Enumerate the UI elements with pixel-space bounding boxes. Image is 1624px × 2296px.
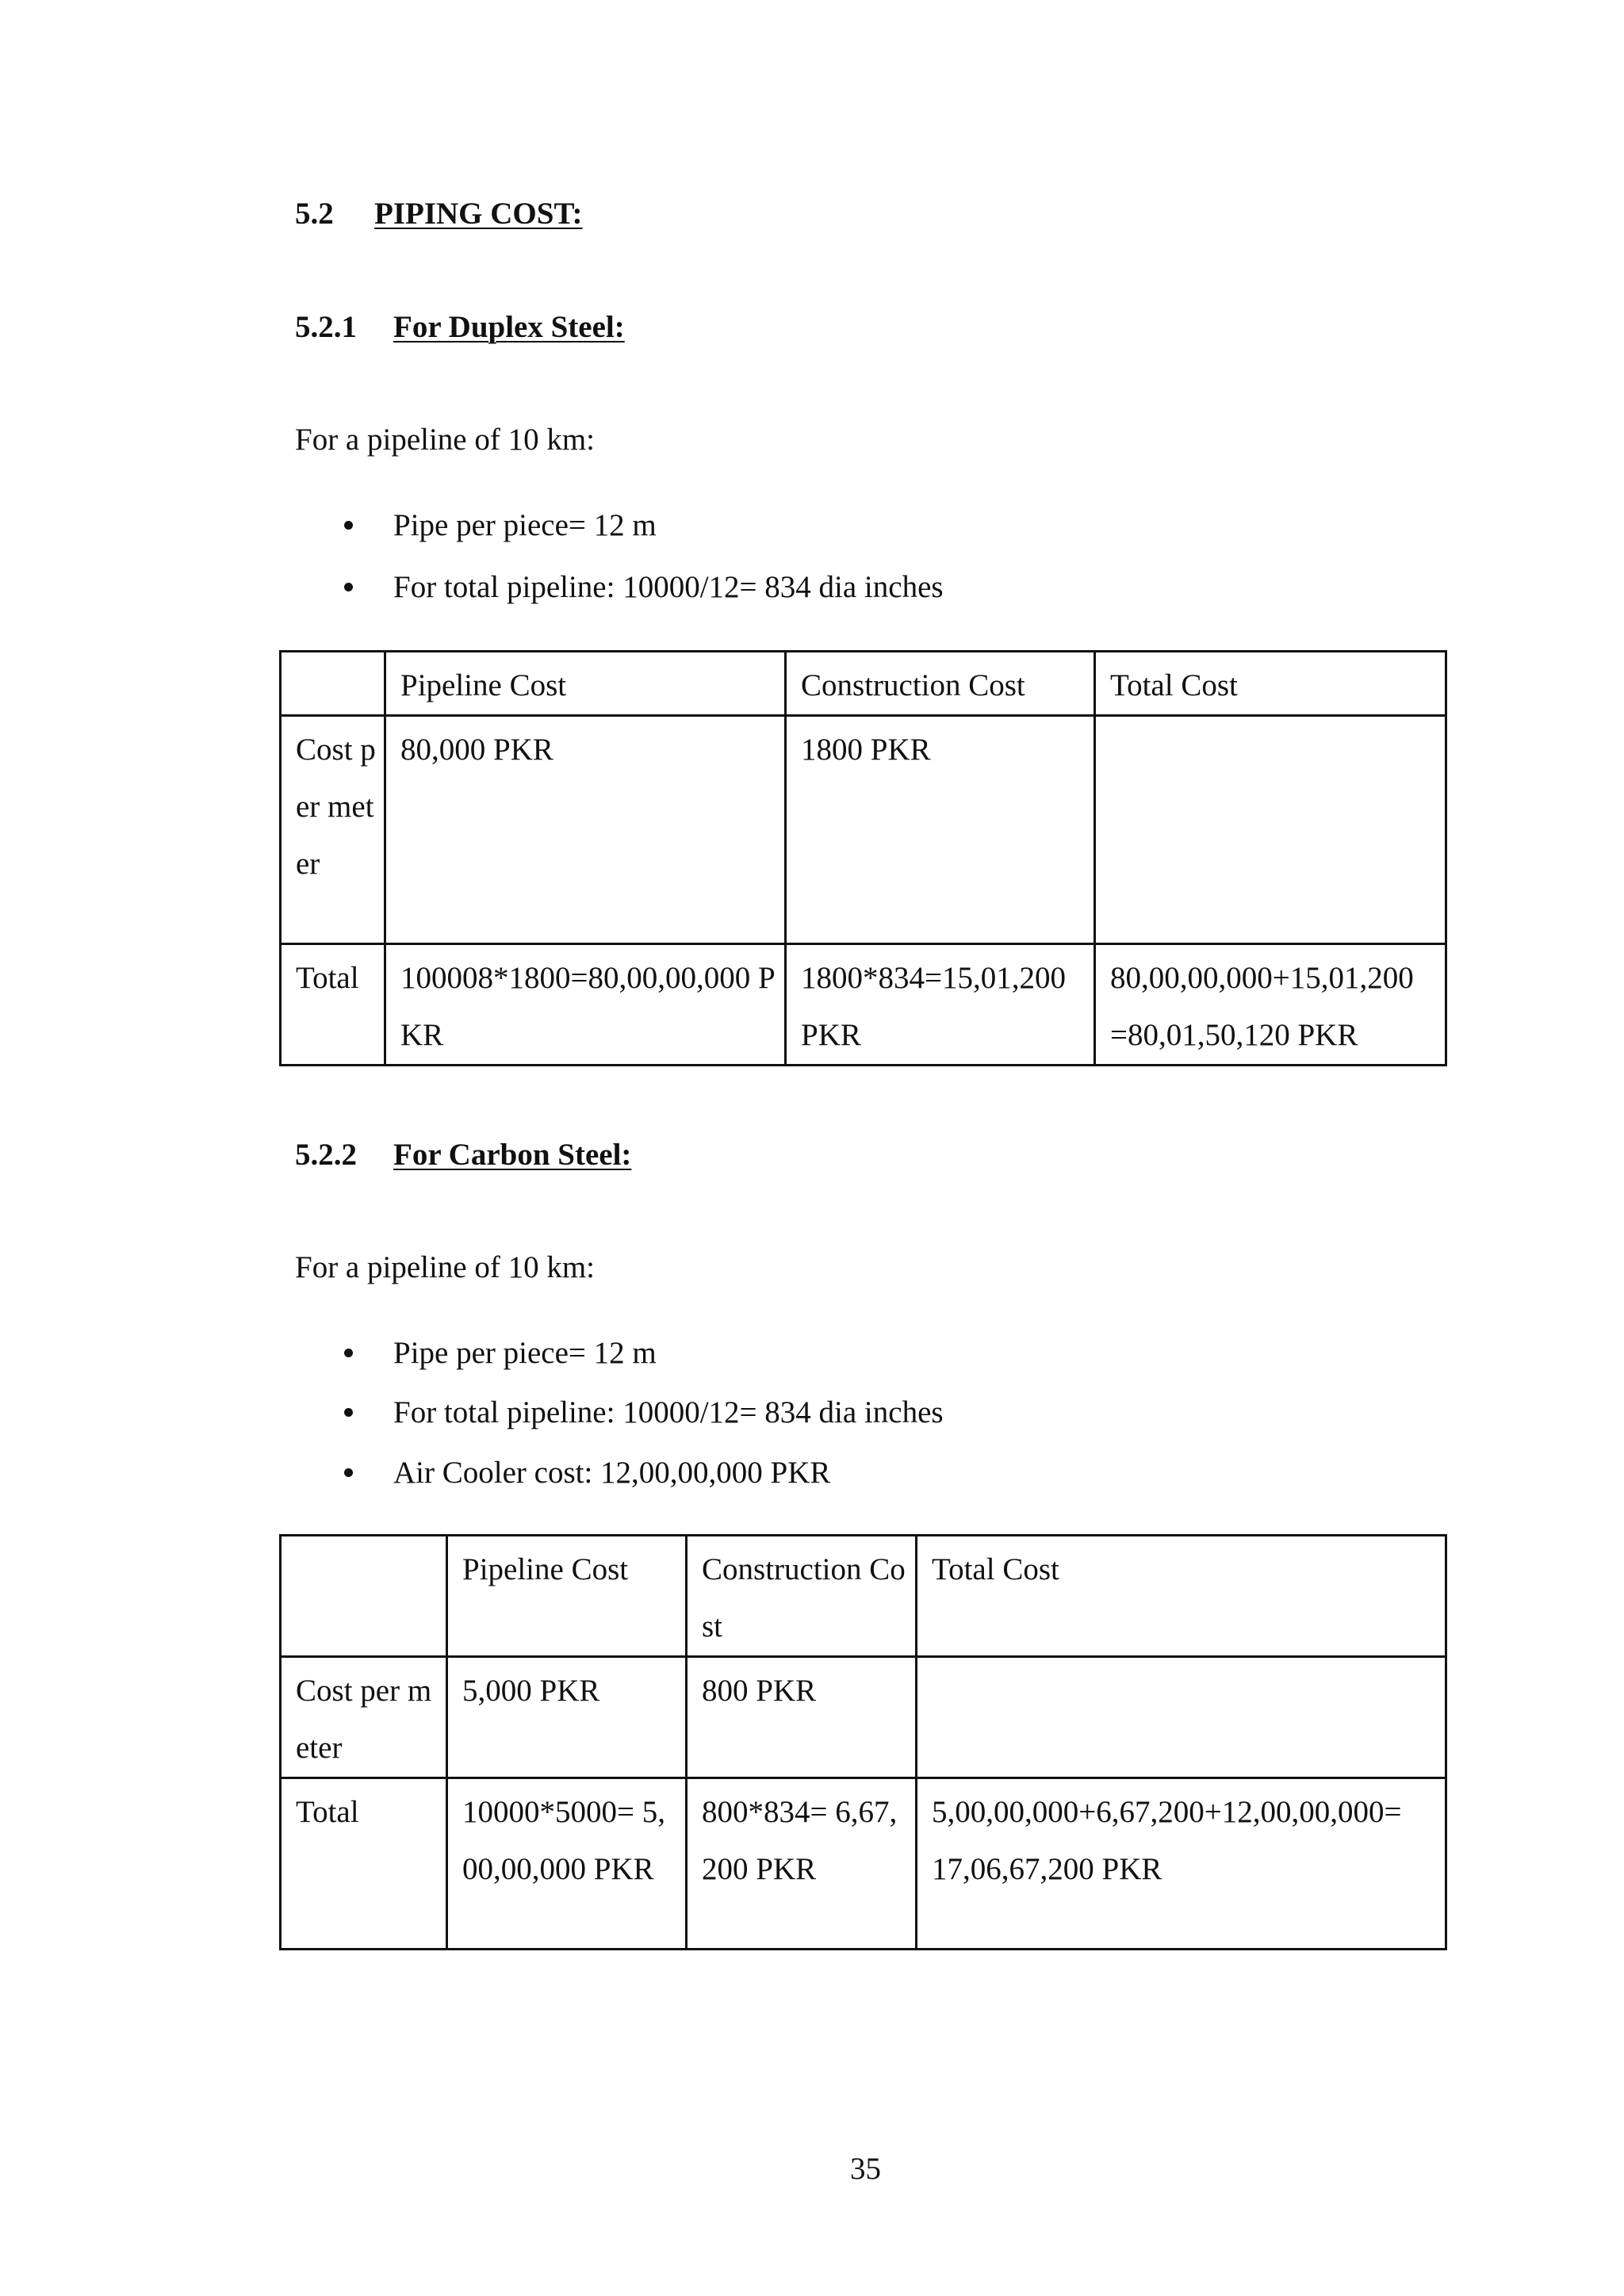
table-cell: Total [281, 944, 385, 1066]
table-cell: 100008*1800=80,00,00,000 PKR [385, 944, 786, 1066]
table-cell: 1800 PKR [786, 716, 1095, 944]
table-cell [1095, 716, 1446, 944]
bullet-text: Air Cooler cost: 12,00,00,000 PKR [393, 1456, 831, 1490]
section-number-5-2: 5.2 [295, 197, 334, 231]
bullet-icon [344, 1349, 353, 1357]
table-header-cell [281, 652, 385, 716]
table-header-cell: Pipeline Cost [385, 652, 786, 716]
section-number-5-2-2: 5.2.2 [295, 1138, 357, 1172]
section-number-5-2-1: 5.2.1 [295, 310, 357, 344]
bullet-text: Pipe per piece= 12 m [393, 508, 657, 542]
table-cell: 5,00,00,000+6,67,200+12,00,00,000= 17,06,67,200 PKR [917, 1778, 1446, 1950]
bullet-text: For total pipeline: 10000/12= 834 dia inches [393, 570, 944, 604]
table-header-cell [281, 1536, 447, 1657]
table-header-cell: Total Cost [917, 1536, 1446, 1657]
section-title-carbon-steel: For Carbon Steel: [393, 1138, 632, 1172]
duplex-intro-text: For a pipeline of 10 km: [295, 423, 596, 457]
table-cell: 1800*834=15,01,200 PKR [786, 944, 1095, 1066]
carbon-cost-table [279, 1534, 1447, 1950]
table-cell: 80,00,00,000+15,01,200 =80,01,50,120 PKR [1095, 944, 1446, 1066]
table-cell [917, 1657, 1446, 1778]
bullet-icon [344, 521, 353, 530]
table-header-row [281, 652, 1446, 716]
table-row [281, 716, 1446, 944]
table-cell: 10000*5000= 5,00,00,000 PKR [447, 1778, 687, 1950]
table-cell: 800 PKR [687, 1657, 917, 1778]
bullet-icon [344, 583, 353, 591]
table-row [281, 1778, 1446, 1950]
table-cell: Cost per meter [281, 716, 385, 944]
table-row [281, 1657, 1446, 1778]
table-header-cell: Construction Cost [687, 1536, 917, 1657]
bullet-icon [344, 1468, 353, 1477]
table-cell: 5,000 PKR [447, 1657, 687, 1778]
bullet-text: For total pipeline: 10000/12= 834 dia inches [393, 1395, 944, 1429]
table-header-row [281, 1536, 1446, 1657]
table-header-cell: Pipeline Cost [447, 1536, 687, 1657]
table-cell: Cost per meter [281, 1657, 447, 1778]
carbon-intro-text: For a pipeline of 10 km: [295, 1250, 596, 1284]
section-title-duplex-steel: For Duplex Steel: [393, 310, 625, 344]
table-cell: Total [281, 1778, 447, 1950]
page-number: 35 [850, 2152, 881, 2186]
bullet-icon [344, 1408, 353, 1417]
section-title-piping-cost: PIPING COST: [374, 197, 583, 231]
table-cell: 80,000 PKR [385, 716, 786, 944]
table-header-cell: Total Cost [1095, 652, 1446, 716]
table-row [281, 944, 1446, 1066]
table-cell: 800*834= 6,67,200 PKR [687, 1778, 917, 1950]
duplex-cost-table [279, 650, 1447, 1066]
table-header-cell: Construction Cost [786, 652, 1095, 716]
bullet-text: Pipe per piece= 12 m [393, 1336, 657, 1370]
